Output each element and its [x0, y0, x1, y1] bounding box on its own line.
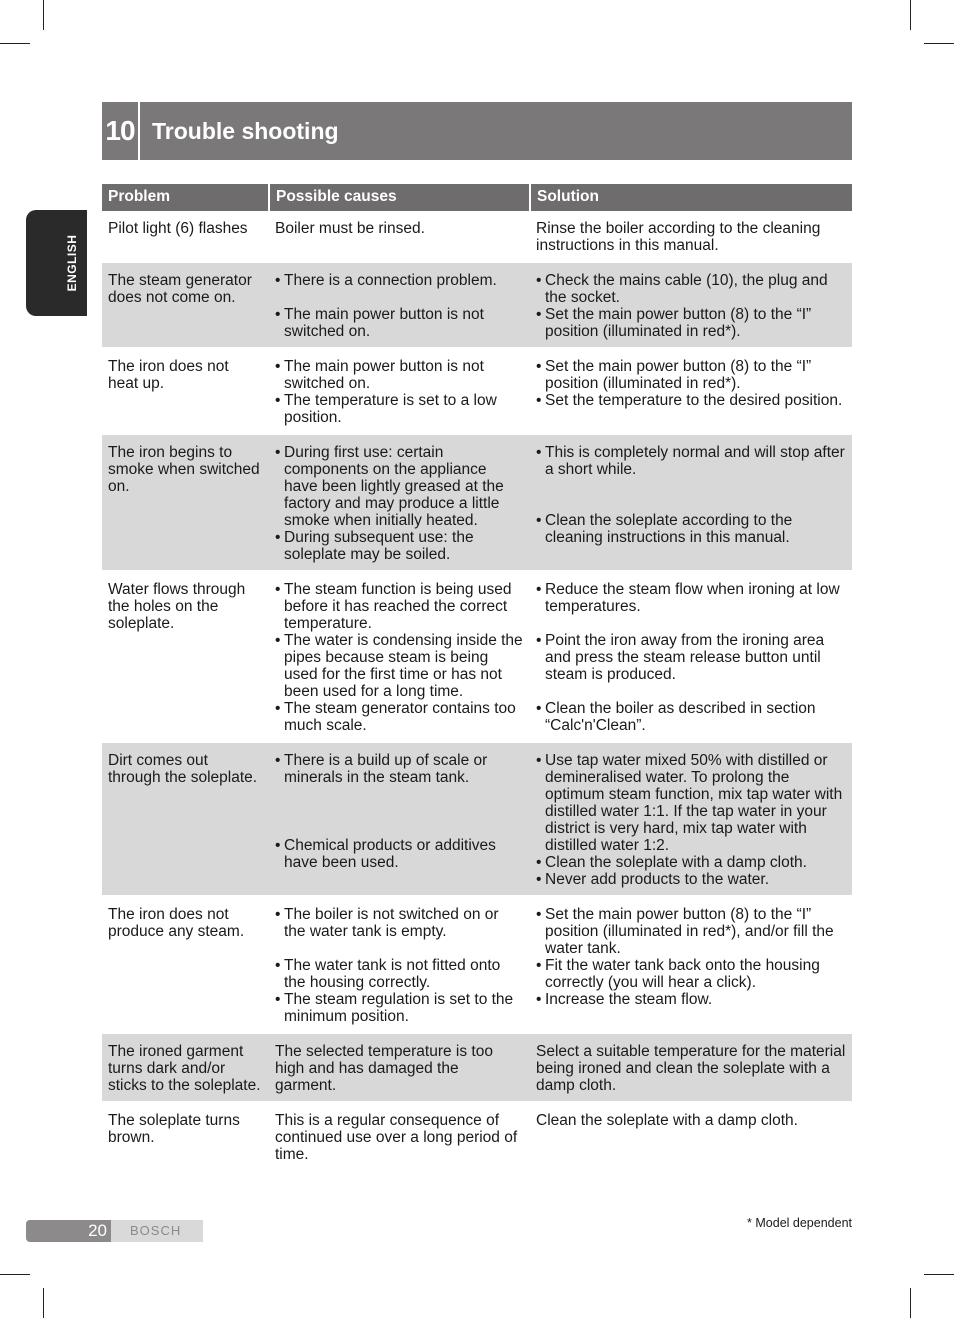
causes-cell: [269, 434, 530, 571]
table-row: [102, 742, 852, 896]
cause-item: • During subsequent use: the soleplate may be soiled.: [275, 529, 524, 563]
problem-cell: Dirt comes out through the soleplate.: [102, 742, 269, 896]
cause-item: • Chemical products or additives have been used.: [275, 837, 524, 871]
solution-item: • Clean the soleplate with a damp cloth.: [536, 854, 846, 871]
table-header-row: [102, 184, 852, 211]
crop-mark: [910, 1288, 911, 1318]
cause-item: • The steam function is being used before it has reached the correct temperature.: [275, 581, 524, 632]
table-row: [102, 262, 852, 348]
solution-cell: [530, 1033, 852, 1102]
page-number: 20: [26, 1220, 111, 1242]
problem-cell: The iron does not heat up.: [102, 348, 269, 434]
table-row: [102, 348, 852, 434]
crop-mark: [43, 1288, 44, 1318]
solution-cell: [530, 348, 852, 434]
problem-cell: The iron begins to smoke when switched on.: [102, 434, 269, 571]
section-title: Trouble shooting: [152, 117, 339, 144]
solution-item: • Clean the soleplate according to the cleaning instructions in this manual.: [536, 512, 846, 546]
crop-mark: [0, 1274, 30, 1275]
brand-name: BOSCH: [130, 1223, 182, 1238]
cause-text: This is a regular consequence of continued use over a long period of time.: [275, 1112, 518, 1163]
solution-item: • Use tap water mixed 50% with distilled or demineralised water. To prolong the optimum steam function, mix tap water with distilled water 1:1. If the tap water in your district is very hard, mix tap water with distilled water 1:2.: [536, 752, 846, 854]
solution-text: Clean the soleplate with a damp cloth.: [536, 1112, 798, 1129]
solution-item: • Set the main power button (8) to the “I” position (illuminated in red*).: [536, 306, 846, 340]
table-row: [102, 896, 852, 1033]
problem-cell: The iron does not produce any steam.: [102, 896, 269, 1033]
header-solution: Solution: [530, 184, 852, 211]
solution-item: • Clean the boiler as described in section “Calc'n'Clean”.: [536, 700, 846, 734]
solution-item: • Never add products to the water.: [536, 871, 846, 888]
cause-item: • The boiler is not switched on or the water tank is empty.: [275, 906, 524, 940]
solution-cell: [530, 571, 852, 742]
causes-cell: [269, 896, 530, 1033]
language-label: ENGLISH: [65, 234, 79, 292]
solution-item: • Reduce the steam flow when ironing at low temperatures.: [536, 581, 846, 615]
cause-text: The selected temperature is too high and has damaged the garment.: [275, 1043, 493, 1094]
table-row: [102, 571, 852, 742]
solution-item: • Point the iron away from the ironing area and press the steam release button until steam is produced.: [536, 632, 846, 683]
solution-cell: [530, 434, 852, 571]
table-row: [102, 1033, 852, 1102]
table-row: [102, 211, 852, 262]
crop-mark: [924, 1274, 954, 1275]
cause-item: • The main power button is not switched on.: [275, 306, 524, 340]
table-row: [102, 1102, 852, 1171]
solution-item: • Set the main power button (8) to the “I” position (illuminated in red*).: [536, 358, 846, 392]
solution-text: Rinse the boiler according to the cleaning instructions in this manual.: [536, 220, 821, 254]
solution-cell: [530, 742, 852, 896]
page-footer: [26, 1220, 203, 1242]
solution-cell: [530, 896, 852, 1033]
problem-cell: Pilot light (6) flashes: [102, 211, 269, 262]
cause-item: • The main power button is not switched on.: [275, 358, 524, 392]
crop-mark: [0, 43, 30, 44]
causes-cell: [269, 211, 530, 262]
problem-cell: The steam generator does not come on.: [102, 262, 269, 348]
solution-item: • Check the mains cable (10), the plug and the socket.: [536, 272, 846, 306]
problem-cell: The soleplate turns brown.: [102, 1102, 269, 1171]
solution-cell: [530, 1102, 852, 1171]
solution-item: • Increase the steam flow.: [536, 991, 846, 1008]
cause-item: • There is a connection problem.: [275, 272, 524, 289]
cause-item: • The water tank is not fitted onto the housing correctly.: [275, 957, 524, 991]
cause-item: • The steam generator contains too much scale.: [275, 700, 524, 734]
problem-cell: The ironed garment turns dark and/or sticks to the soleplate.: [102, 1033, 269, 1102]
cause-item: • During first use: certain components on the appliance have been lightly greased at the factory and may produce a little smoke when initially heated.: [275, 444, 524, 529]
causes-cell: [269, 742, 530, 896]
causes-cell: [269, 348, 530, 434]
solution-item: • Set the main power button (8) to the “I” position (illuminated in red*), and/or fill the water tank.: [536, 906, 846, 957]
table-row: [102, 434, 852, 571]
crop-mark: [910, 0, 911, 30]
cause-text: Boiler must be rinsed.: [275, 220, 425, 237]
solution-item: • This is completely normal and will stop after a short while.: [536, 444, 846, 478]
header-problem: Problem: [102, 184, 269, 211]
causes-cell: [269, 571, 530, 742]
cause-item: • The steam regulation is set to the minimum position.: [275, 991, 524, 1025]
section-number: 10: [102, 102, 140, 160]
section-header: [102, 102, 852, 160]
solution-item: • Fit the water tank back onto the housing correctly (you will hear a click).: [536, 957, 846, 991]
header-causes: Possible causes: [269, 184, 530, 211]
cause-item: • The temperature is set to a low position.: [275, 392, 524, 426]
solution-cell: [530, 211, 852, 262]
causes-cell: [269, 262, 530, 348]
troubleshooting-table: [102, 184, 852, 1172]
crop-mark: [43, 0, 44, 30]
causes-cell: [269, 1033, 530, 1102]
solution-text: Select a suitable temperature for the material being ironed and clean the soleplate with a damp cloth.: [536, 1043, 846, 1094]
problem-cell: Water flows through the holes on the soleplate.: [102, 571, 269, 742]
language-tab: [26, 210, 87, 316]
cause-item: • There is a build up of scale or minerals in the steam tank.: [275, 752, 524, 786]
solution-item: • Set the temperature to the desired position.: [536, 392, 846, 409]
causes-cell: [269, 1102, 530, 1171]
cause-item: • The water is condensing inside the pipes because steam is being used for the first time or has not been used for a long time.: [275, 632, 524, 700]
footnote: * Model dependent: [747, 1216, 852, 1230]
solution-cell: [530, 262, 852, 348]
crop-mark: [924, 43, 954, 44]
